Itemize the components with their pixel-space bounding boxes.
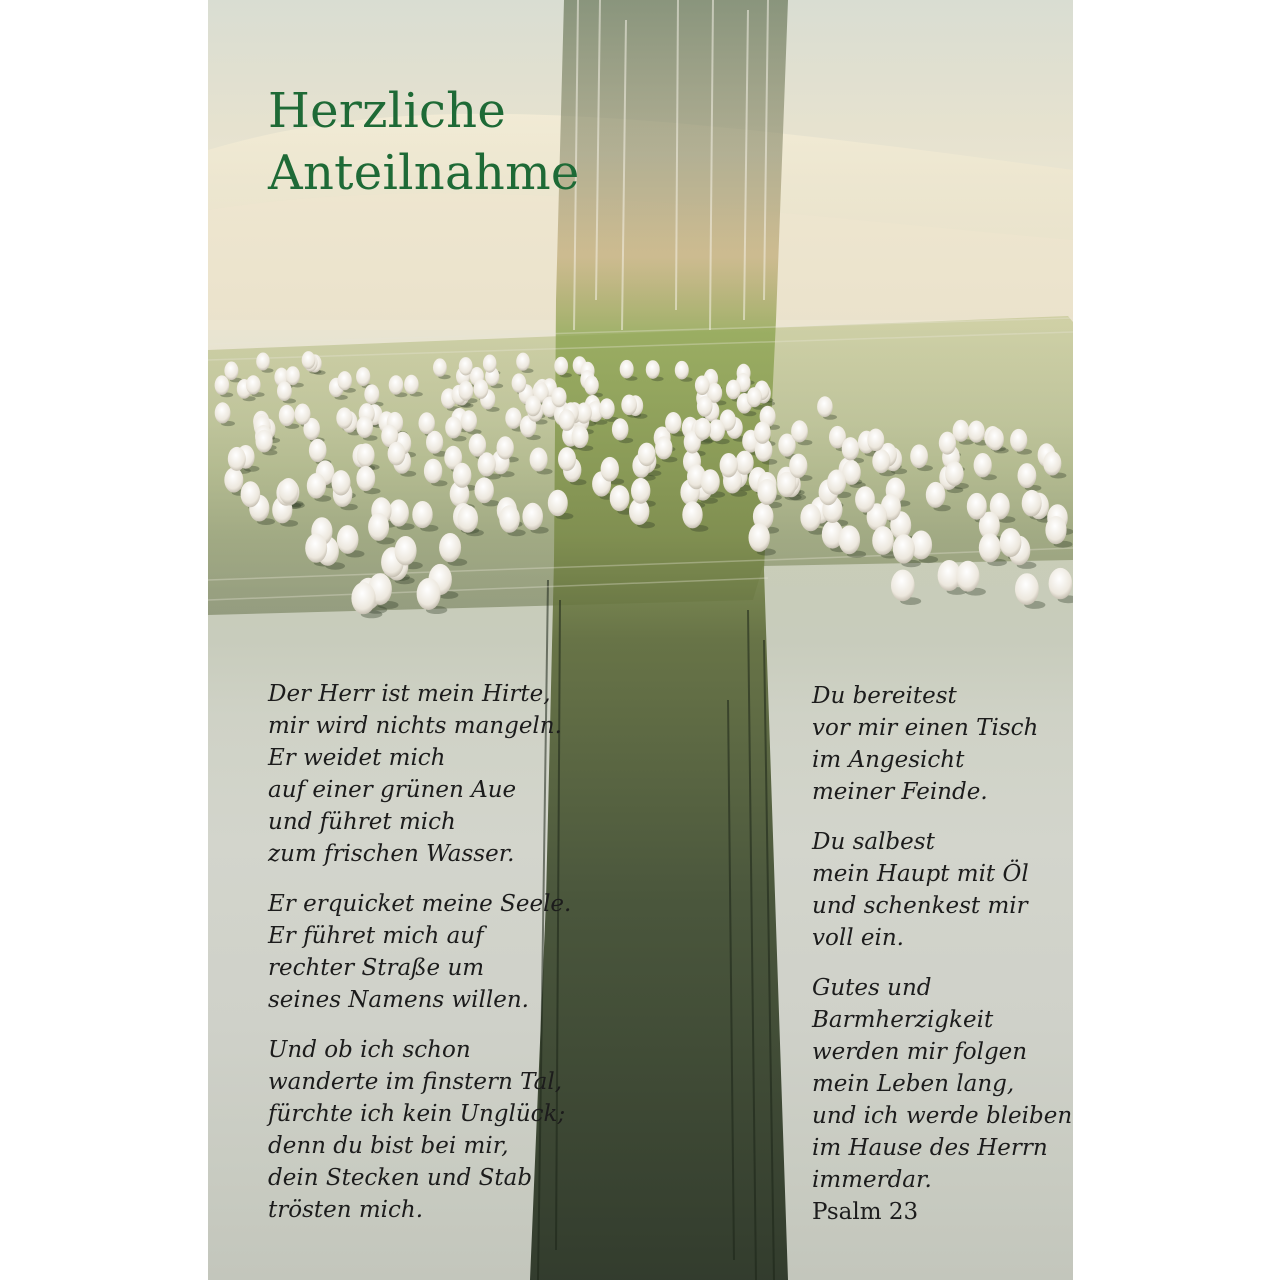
sheep (356, 367, 370, 386)
verse-line: rechter Straße um (268, 955, 485, 981)
sheep (439, 533, 461, 562)
title-line-1: Herzliche (268, 83, 507, 139)
sheep (855, 486, 875, 512)
psalm-reference: Psalm 23 (812, 1199, 919, 1225)
sheep (246, 375, 261, 394)
sheep (305, 534, 327, 563)
sheep (426, 431, 443, 454)
sheep (475, 477, 494, 503)
sheep (461, 410, 477, 432)
verse-line: im Hause des Herrn (812, 1135, 1048, 1161)
verse-line: wanderte im finstern Tal, (268, 1069, 563, 1095)
sheep (505, 408, 521, 429)
sheep (474, 379, 489, 399)
sheep (458, 505, 479, 533)
verse-line: und schenkest mir (812, 893, 1028, 919)
sheep (675, 361, 689, 380)
verse-line: und ich werde bleiben (812, 1103, 1073, 1129)
verse-line: dein Stecken und Stab (268, 1165, 533, 1191)
sheep (1015, 573, 1039, 605)
sheep (499, 505, 520, 533)
sheep (968, 421, 985, 443)
sheep (682, 501, 702, 528)
sheep (364, 384, 379, 404)
sheep (356, 466, 375, 491)
sheep (701, 469, 720, 494)
sheep (351, 582, 375, 614)
sheep (279, 478, 298, 504)
sheep (839, 525, 861, 554)
sheep (747, 387, 762, 407)
sheep (599, 398, 615, 419)
sheep (1010, 429, 1027, 452)
sheep (620, 360, 634, 379)
sheep (453, 463, 472, 488)
stanza-left-3 (268, 1034, 568, 1226)
sheep (891, 570, 915, 602)
sheep (525, 396, 541, 417)
sheep (1022, 490, 1042, 517)
sheep (638, 443, 656, 467)
sheep (584, 376, 599, 396)
verse-line: immerdar. (812, 1167, 932, 1193)
stanza-right-1 (812, 680, 1062, 808)
verse-line: Barmherzigkeit (812, 1007, 994, 1033)
sheep (395, 536, 417, 565)
verse-line: Du salbest (812, 829, 935, 855)
sheep (1018, 463, 1037, 488)
sheep (215, 402, 231, 423)
verse-line: auf einer grünen Aue (268, 777, 517, 803)
sheep (867, 429, 884, 452)
sheep (483, 355, 497, 373)
sheep (910, 444, 928, 468)
verse-line: Er führet mich auf (268, 923, 484, 949)
sheep (512, 373, 527, 392)
sheep (469, 434, 486, 457)
sheep (827, 470, 846, 495)
sheep (224, 362, 238, 381)
sheep (1049, 568, 1073, 599)
sheep (754, 421, 771, 443)
verse-line: mein Haupt mit Öl (812, 861, 1029, 887)
sheep (974, 453, 992, 477)
sheep (1043, 451, 1061, 475)
sheep (241, 481, 261, 507)
sheep (726, 380, 741, 400)
verse-line: Der Herr ist mein Hirte, (268, 681, 551, 707)
sheep (736, 451, 754, 475)
sheep (389, 375, 404, 395)
sheep (791, 420, 808, 442)
verse-line: mir wird nichts mangeln. (268, 713, 562, 739)
psalm-text-right-column (812, 680, 1073, 1246)
sheep (893, 534, 915, 563)
sheep (279, 405, 295, 426)
sheep (459, 357, 473, 375)
condolence-card (208, 0, 1073, 1280)
sheep (967, 493, 987, 520)
sheep (749, 523, 770, 552)
verse-line: Und ob ich schon (268, 1037, 471, 1063)
sheep (572, 426, 589, 449)
sheep (338, 371, 352, 390)
sheep (817, 396, 833, 417)
verse-line: fürchte ich kein Unglück; (268, 1101, 566, 1127)
sheep (757, 479, 776, 505)
sheep (646, 360, 660, 379)
sheep (695, 418, 712, 440)
sheep (336, 407, 352, 428)
verse-line: und führet mich (268, 809, 456, 835)
sheep (1045, 516, 1066, 544)
sheep (404, 375, 419, 394)
sheep (610, 485, 630, 511)
sheep (522, 503, 543, 530)
sheep (1000, 528, 1022, 557)
sheep (215, 375, 230, 395)
sheep (256, 430, 273, 453)
sheep (987, 428, 1004, 451)
verse-line: Er erquicket meine Seele. (268, 891, 572, 917)
verse-line: seines Namens willen. (268, 987, 529, 1013)
sheep (530, 448, 548, 472)
verse-line: zum frischen Wasser. (268, 841, 515, 867)
sheep (388, 442, 406, 466)
sheep (979, 533, 1001, 562)
sheep (309, 439, 327, 462)
sheep (601, 457, 619, 482)
verse-line: im Angesicht (812, 747, 965, 773)
verse-line: voll ein. (812, 925, 904, 951)
sheep (286, 366, 300, 385)
sheep (926, 482, 946, 508)
sheep (357, 443, 375, 467)
sheep (559, 409, 575, 431)
sheep (695, 376, 710, 396)
title-line-2: Anteilnahme (268, 145, 580, 201)
verse-line: werden mir folgen (812, 1039, 1028, 1065)
sheep (445, 417, 462, 439)
sheep (356, 416, 373, 438)
sheep (295, 404, 311, 425)
sheep (720, 453, 738, 477)
sheep (842, 437, 859, 460)
sheep (621, 395, 637, 416)
sheep (433, 358, 447, 376)
sheep (548, 490, 568, 517)
verse-line: trösten mich. (268, 1197, 424, 1223)
sheep (558, 447, 576, 471)
sheep (412, 501, 432, 528)
sheep (956, 561, 979, 592)
psalm-text-left-column (268, 678, 572, 1244)
verse-line: vor mir einen Tisch (812, 715, 1039, 741)
stanza-right-3 (812, 972, 1073, 1228)
sheep (302, 351, 316, 369)
sheep (655, 436, 672, 459)
verse-line: Er weidet mich (268, 745, 446, 771)
sheep (419, 412, 435, 434)
sheep (228, 447, 246, 471)
sheep (551, 387, 566, 407)
sheep (665, 412, 681, 434)
sheep (424, 459, 442, 484)
stanza-right-2 (812, 826, 1062, 954)
sheep (872, 526, 894, 555)
verse-line: Du bereitest (812, 683, 957, 709)
sheep (368, 513, 389, 541)
stanza-left-2 (268, 888, 572, 1016)
sheep (697, 396, 713, 417)
card-title (268, 80, 580, 204)
sheep (459, 381, 474, 401)
verse-line: mein Leben lang, (812, 1071, 1015, 1097)
sheep (332, 470, 351, 495)
verse-line: denn du bist bei mir, (268, 1133, 509, 1159)
sheep (337, 525, 359, 554)
sheep (307, 473, 326, 499)
verse-line: meiner Feinde. (812, 779, 988, 805)
sheep (417, 578, 441, 610)
verse-line: Gutes und (812, 975, 932, 1001)
sheep (256, 353, 270, 371)
sheep (945, 461, 964, 486)
sheep (277, 381, 292, 401)
sheep (631, 478, 650, 504)
sheep (612, 418, 629, 440)
sheep (872, 449, 890, 473)
sheep (800, 504, 821, 531)
sheep (224, 467, 243, 492)
sheep (789, 454, 807, 478)
sheep (389, 499, 409, 526)
stanza-left-1 (268, 678, 568, 870)
sheep (516, 353, 530, 371)
sheep (554, 357, 568, 375)
sheep (939, 432, 956, 455)
sheep (497, 436, 514, 459)
